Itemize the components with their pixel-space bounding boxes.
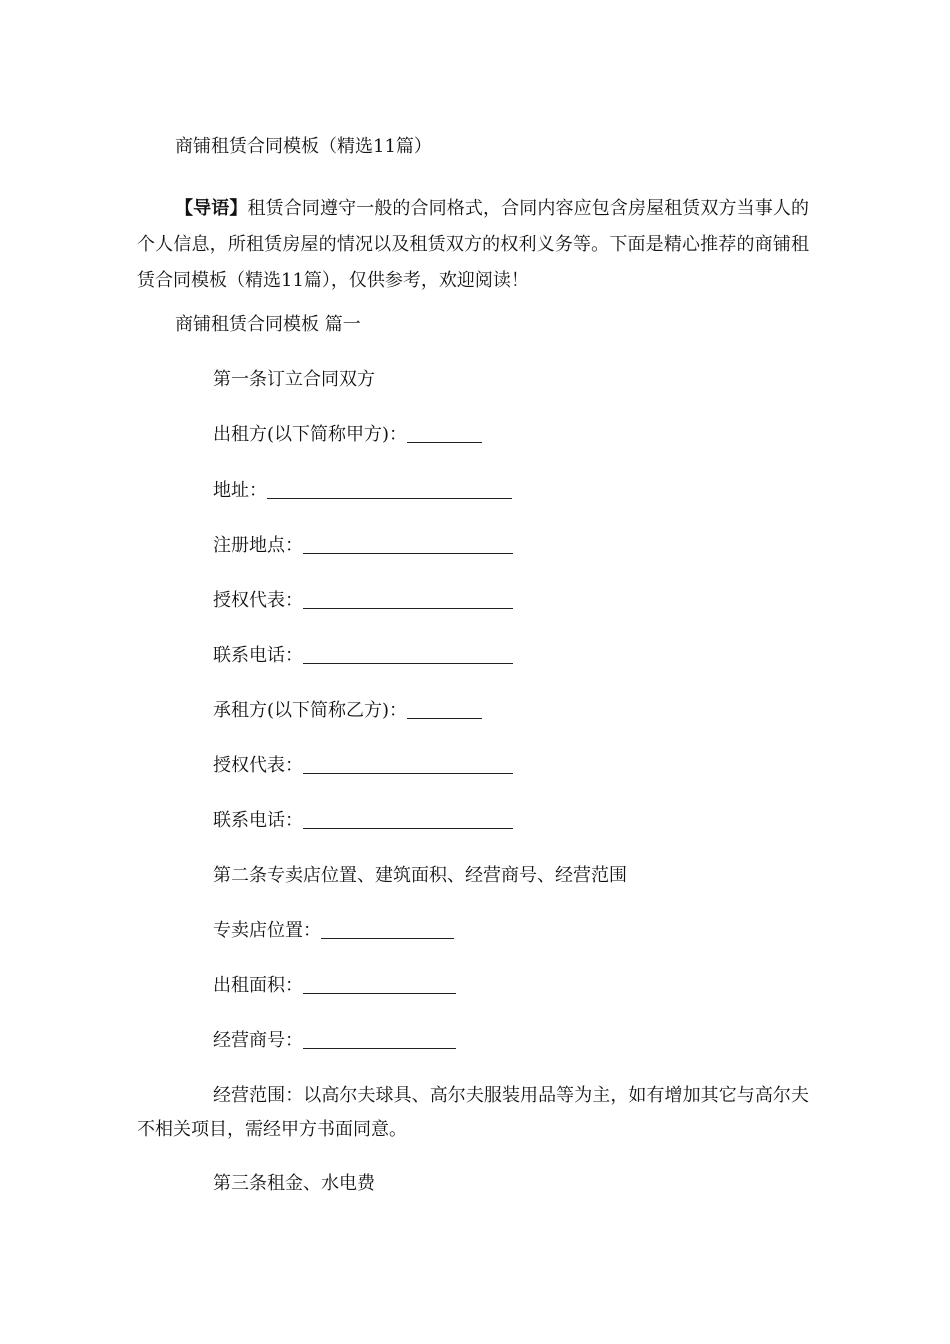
intro-bracket: 【导语】 — [175, 198, 248, 219]
lessee-field — [213, 700, 482, 722]
intro-text: 租赁合同遵守一般的合同格式，合同内容应包含房屋租赁双方当事人的个人信息，所租赁房屋的情况以及租赁双方的权利义务等。下面是精心推荐的商铺租赁合同模板（精选11篇），仅供参考，欢迎阅读！ — [137, 198, 810, 291]
reg-place-blank[interactable] — [303, 535, 513, 554]
trade-name-label: 经营商号： — [213, 1030, 303, 1051]
lessee-label: 承租方(以下简称乙方)： — [213, 700, 408, 721]
phone-label-2: 联系电话： — [213, 810, 303, 831]
lessee-blank[interactable] — [407, 700, 482, 719]
store-position-blank[interactable] — [321, 920, 454, 939]
clause-2-heading: 第二条专卖店位置、建筑面积、经营商号、经营范围 — [213, 865, 627, 886]
lessor-label: 出租方(以下简称甲方)： — [213, 424, 408, 445]
phone-blank-1[interactable] — [303, 645, 513, 664]
business-scope-paragraph: 经营范围：以高尔夫球具、高尔夫服装用品等为主，如有增加其它与高尔夫不相关项目，需经甲方书面同意。 — [137, 1085, 809, 1140]
auth-rep-blank-1[interactable] — [303, 590, 513, 609]
rental-area-field — [213, 975, 456, 997]
lessor-field — [213, 424, 482, 446]
rental-area-blank[interactable] — [303, 975, 456, 994]
reg-place-label: 注册地点： — [213, 535, 303, 556]
address-label: 地址： — [213, 480, 267, 501]
store-position-label: 专卖店位置： — [213, 920, 321, 941]
section-heading: 商铺租赁合同模板 篇一 — [175, 314, 361, 335]
auth-rep-label-1: 授权代表： — [213, 590, 303, 611]
trade-name-blank[interactable] — [303, 1030, 456, 1049]
clause-3-heading: 第三条租金、水电费 — [213, 1173, 375, 1194]
auth-rep-field-1 — [213, 590, 513, 612]
phone-field-2 — [213, 810, 513, 832]
phone-field-1 — [213, 645, 513, 667]
trade-name-field — [213, 1030, 456, 1052]
rental-area-label: 出租面积： — [213, 975, 303, 996]
phone-blank-2[interactable] — [303, 810, 513, 829]
store-position-field — [213, 920, 454, 942]
auth-rep-blank-2[interactable] — [303, 755, 513, 774]
lessor-blank[interactable] — [407, 424, 482, 443]
document-title: 商铺租赁合同模板（精选11篇） — [175, 136, 432, 157]
auth-rep-field-2 — [213, 755, 513, 777]
clause-1-heading: 第一条订立合同双方 — [213, 369, 375, 390]
address-field — [213, 480, 512, 502]
phone-label-1: 联系电话： — [213, 645, 303, 666]
address-blank[interactable] — [267, 480, 512, 499]
reg-place-field — [213, 535, 513, 557]
auth-rep-label-2: 授权代表： — [213, 755, 303, 776]
intro-paragraph — [137, 191, 809, 299]
